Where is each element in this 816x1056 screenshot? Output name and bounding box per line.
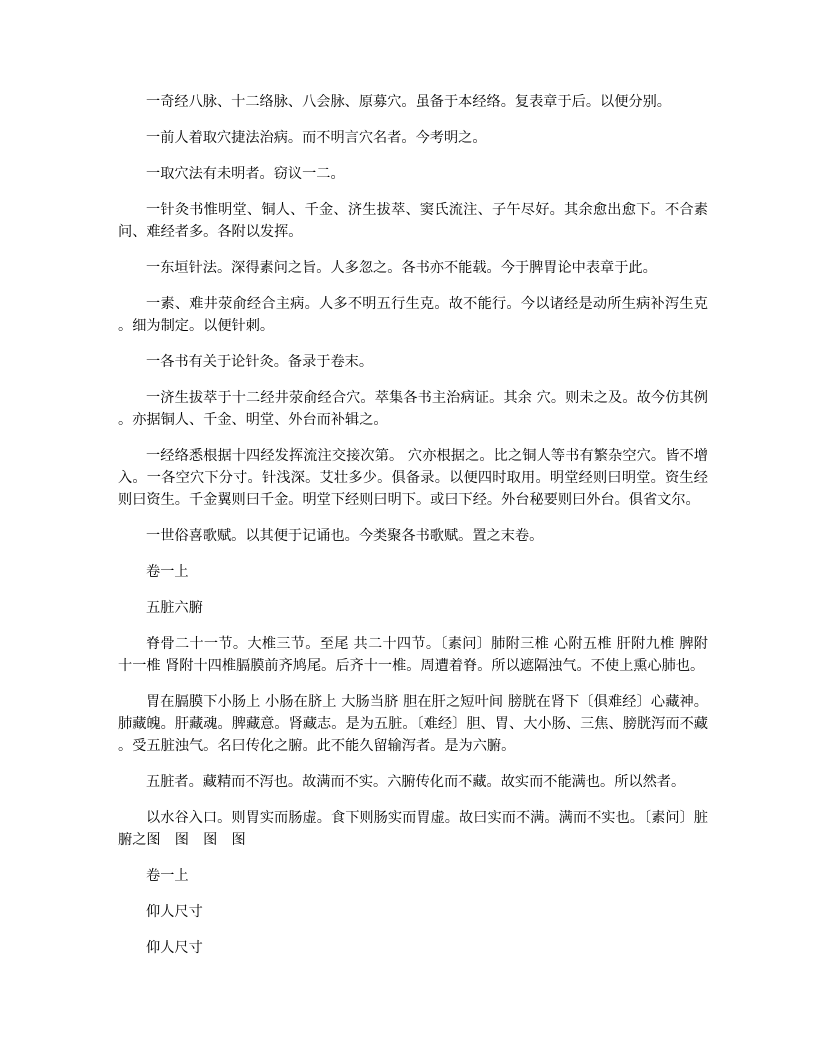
paragraph: 以水谷入口。则胃实而肠虚。食下则肠实而胃虚。故曰实而不满。满而不实也。〔素问〕脏腑之图 图 图 图	[118, 810, 708, 848]
paragraph: 脊骨二十一节。大椎三节。至尾 共二十四节。〔素问〕肺附三椎 心附五椎 肝附九椎 脾附十一椎 肾附十四椎膈膜前齐鸠尾。后齐十一椎。周遭着脊。所以遮隔浊气。不使上熏心肺也。	[118, 636, 708, 674]
paragraph: 一各书有关于论针灸。备录于卷末。	[146, 354, 374, 370]
paragraph: 一济生拔萃于十二经井荥俞经合穴。萃集各书主治病证。其余 穴。则未之及。故今仿其例。亦据铜人、千金、明堂、外台而补辑之。	[118, 390, 708, 428]
paragraph: 一奇经八脉、十二络脉、八会脉、原募穴。虽备于本经络。复表章于后。以便分别。	[146, 94, 671, 110]
paragraph: 一针灸书惟明堂、铜人、千金、济生拔萃、窦氏流注、子午尽好。其余愈出愈下。不合素问、难经者多。各附以发挥。	[118, 202, 708, 240]
section-heading: 卷一上	[146, 564, 189, 580]
paragraph: 一世俗喜歌赋。以其便于记诵也。今类聚各书歌赋。置之末卷。	[146, 528, 544, 544]
paragraph: 一前人着取穴捷法治病。而不明言穴名者。今考明之。	[146, 130, 487, 146]
section-heading: 仰人尺寸	[146, 904, 203, 920]
paragraph: 一取穴法有未明者。窃议一二。	[146, 166, 345, 182]
document-page	[118, 91, 708, 973]
section-heading: 仰人尺寸	[146, 940, 203, 956]
paragraph: 一经络悉根据十四经发挥流注交接次第。 穴亦根据之。比之铜人等书有繁杂空穴。皆不增入。一各空穴下分寸。针浅深。艾壮多少。俱备录。以便四时取用。明堂经则曰明堂。资生经则曰资生。千金翼则曰千金。明堂下经则曰明下。或曰下经。外台秘要则曰外台。俱省文尔。	[118, 448, 708, 508]
paragraph: 一东垣针法。深得素问之旨。人多忽之。各书亦不能载。今于脾胃论中表章于此。	[146, 260, 657, 276]
section-heading: 卷一上	[146, 868, 189, 884]
paragraph: 五脏者。藏精而不泻也。故满而不实。六腑传化而不藏。故实而不能满也。所以然者。	[146, 774, 686, 790]
paragraph: 胃在膈膜下小肠上 小肠在脐上 大肠当脐 胆在肝之短叶间 膀胱在肾下〔俱难经〕心藏神。肺藏魄。肝藏魂。脾藏意。肾藏志。是为五脏。〔难经〕胆、胃、大小肠、三焦、膀胱泻而不藏。受五脏浊气。名曰传化之腑。此不能久留输泻者。是为六腑。	[118, 694, 708, 754]
section-heading: 五脏六腑	[146, 600, 203, 616]
paragraph: 一素、难井荥俞经合主病。人多不明五行生克。故不能行。今以诸经是动所生病补泻生克。细为制定。以便针刺。	[118, 296, 708, 334]
